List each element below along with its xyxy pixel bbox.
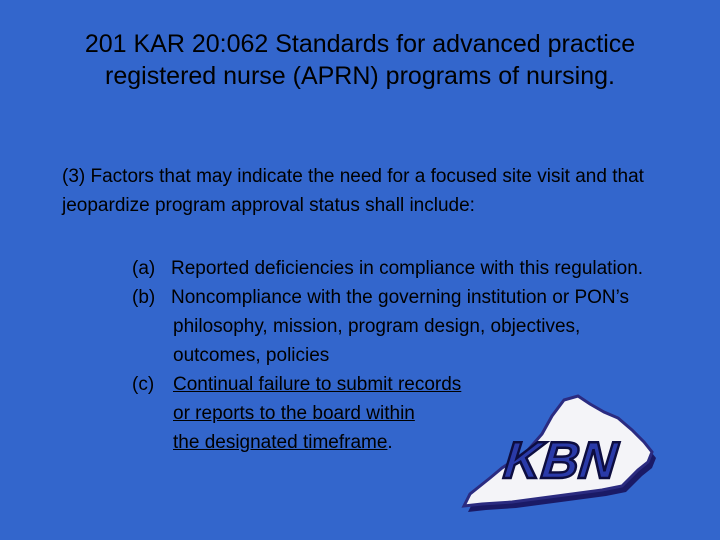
item-text-end: . [387, 432, 393, 453]
item-text: Reported deficiencies in compliance with this regulation. [171, 258, 644, 279]
item-text-line-3: the designated timeframe [173, 432, 388, 453]
list-item-a [132, 254, 672, 283]
kbn-kentucky-logo [452, 390, 662, 518]
item-text: Noncompliance with the governing institution or PON’s philosophy, mission, program design, objectives, outcomes, policies [171, 287, 629, 366]
item-marker: (b) [132, 287, 156, 308]
list-item-b [132, 283, 672, 370]
item-text-line-1: Continual failure to submit records [173, 374, 462, 395]
slide-title: 201 KAR 20:062 Standards for advanced practice registered nurse (APRN) programs of nursing. [84, 30, 636, 90]
item-marker: (c) [132, 374, 155, 395]
intro-paragraph: (3) Factors that may indicate the need for a focused site visit and that jeopardize program approval status shall include: [62, 166, 644, 216]
item-marker: (a) [132, 258, 156, 279]
logo-text: KBN [501, 432, 620, 490]
item-text-line-2: or reports to the board within [173, 403, 415, 424]
